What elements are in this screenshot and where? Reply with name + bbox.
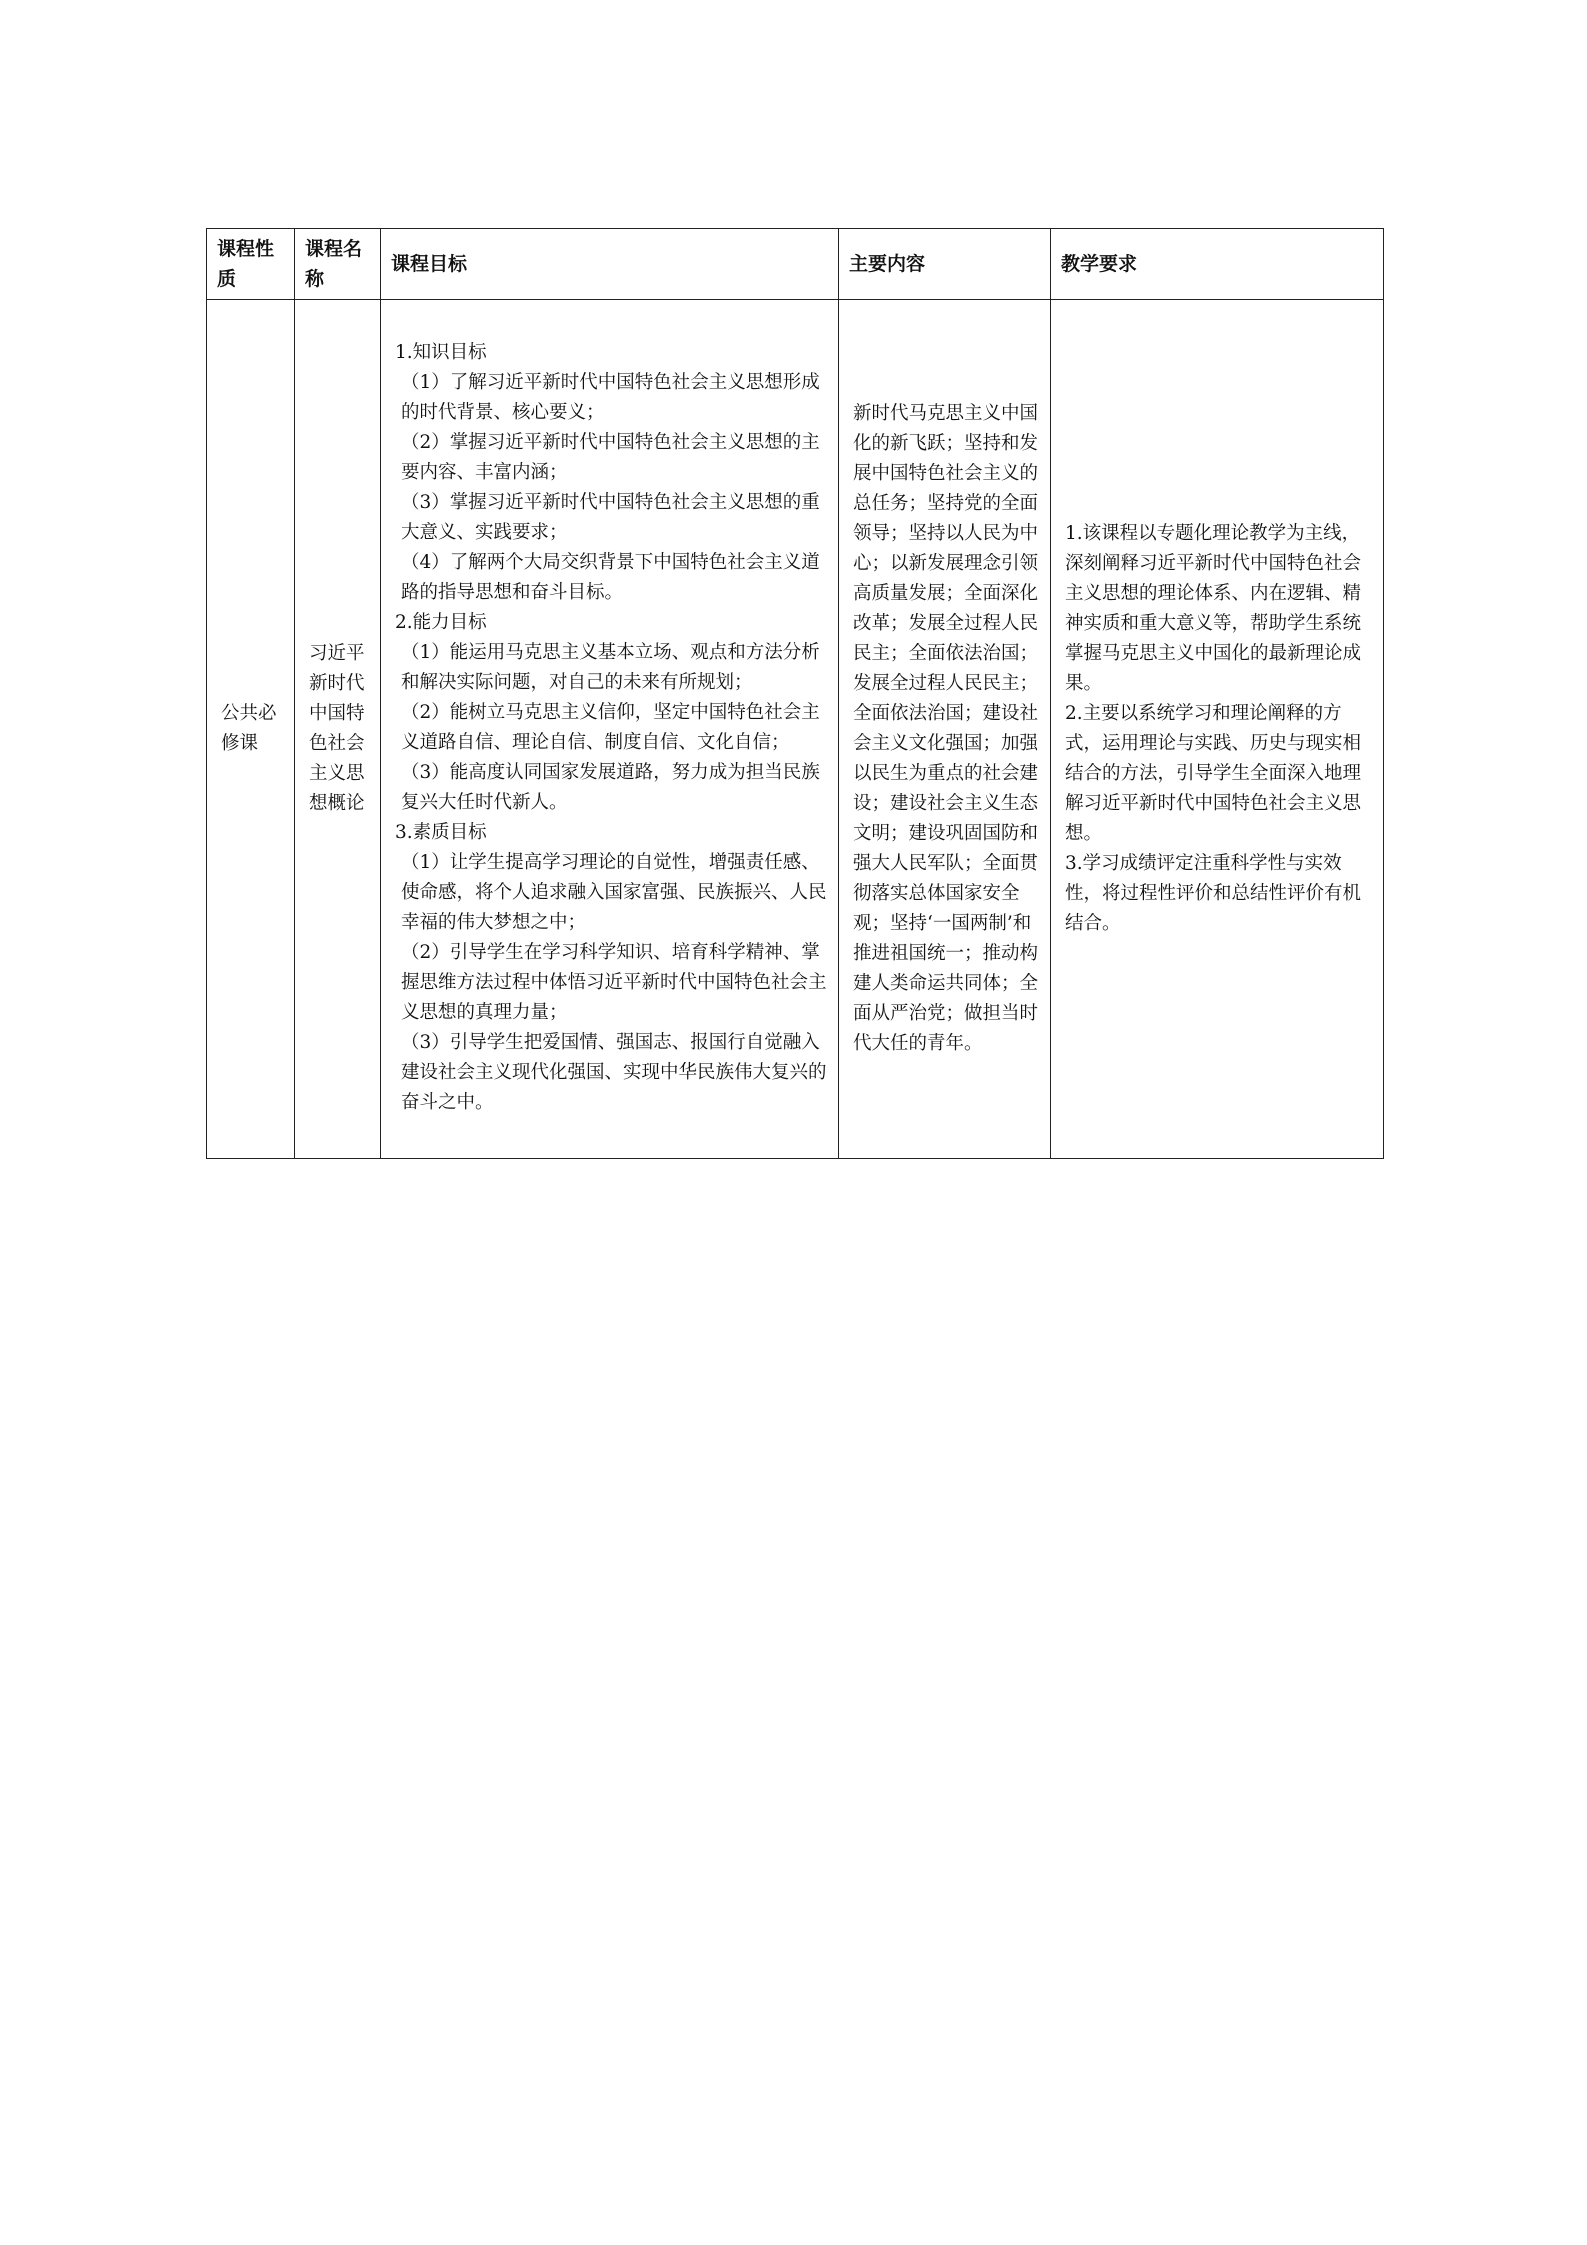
objective-heading-quality: 3.素质目标 xyxy=(395,822,487,843)
objective-item: （3）掌握习近平新时代中国特色社会主义思想的重大意义、实践要求； xyxy=(401,492,820,543)
cell-course-nature xyxy=(207,300,295,1159)
main-content-text: 新时代马克思主义中国化的新飞跃；坚持和发展中国特色社会主义的总任务；坚持党的全面领导；坚持以人民为中心；以新发展理念引领高质量发展；全面深化改革；发展全过程人民民主；全面依法治国；发展全过程人民民主；全面依法治国；建设社会主义文化强国；加强以民生为重点的社会建设；建设社会主义生态文明；建设巩固国防和强大人民军队；全面贯彻落实总体国家安全观；坚持‘一国两制’和推进祖国统一；推动构建人类命运共同体；全面从严治党；做担当时代大任的青年。 xyxy=(853,403,1039,1054)
table-header-row xyxy=(207,229,1384,300)
objective-item: （2）引导学生在学习科学知识、培育科学精神、掌握思维方法过程中体悟习近平新时代中国特色社会主义思想的真理力量； xyxy=(401,942,827,1023)
objective-item: （2）能树立马克思主义信仰，坚定中国特色社会主义道路自信、理论自信、制度自信、文化自信； xyxy=(401,702,820,753)
objective-item: （1）能运用马克思主义基本立场、观点和方法分析和解决实际问题，对自己的未来有所规划； xyxy=(401,642,820,693)
cell-main-content xyxy=(839,300,1051,1159)
cell-course-name xyxy=(295,300,381,1159)
header-teaching-requirements: 教学要求 xyxy=(1051,229,1384,300)
course-name-text: 习近平新时代中国特色社会主义思想概论 xyxy=(309,643,365,814)
course-table xyxy=(206,228,1384,1159)
objective-item: （4）了解两个大局交织背景下中国特色社会主义道路的指导思想和奋斗目标。 xyxy=(401,552,820,603)
objective-heading-ability: 2.能力目标 xyxy=(395,612,487,633)
header-course-name: 课程名称 xyxy=(295,229,381,300)
objective-item: （2）掌握习近平新时代中国特色社会主义思想的主要内容、丰富内涵； xyxy=(401,432,820,483)
cell-teaching-requirements xyxy=(1051,300,1384,1159)
requirement-item: 3.学习成绩评定注重科学性与实效性，将过程性评价和总结性评价有机结合。 xyxy=(1065,853,1362,934)
requirement-item: 2.主要以系统学习和理论阐释的方式，运用理论与实践、历史与现实相结合的方法，引导学生全面深入地理解习近平新时代中国特色社会主义思想。 xyxy=(1065,703,1362,844)
table-row xyxy=(207,300,1384,1159)
cell-course-objectives xyxy=(381,300,839,1159)
objective-heading-knowledge: 1.知识目标 xyxy=(395,342,487,363)
header-main-content: 主要内容 xyxy=(839,229,1051,300)
header-course-nature: 课程性质 xyxy=(207,229,295,300)
header-course-objectives: 课程目标 xyxy=(381,229,839,300)
course-nature-text: 公共必修课 xyxy=(221,703,277,754)
objective-item: （1）让学生提高学习理论的自觉性，增强责任感、使命感，将个人追求融入国家富强、民族振兴、人民幸福的伟大梦想之中； xyxy=(401,852,827,933)
objective-item: （3）能高度认同国家发展道路，努力成为担当民族复兴大任时代新人。 xyxy=(401,762,820,813)
objective-item: （1）了解习近平新时代中国特色社会主义思想形成的时代背景、核心要义； xyxy=(401,372,820,423)
objective-item: （3）引导学生把爱国情、强国志、报国行自觉融入建设社会主义现代化强国、实现中华民族伟大复兴的奋斗之中。 xyxy=(401,1032,827,1113)
requirement-item: 1.该课程以专题化理论教学为主线，深刻阐释习近平新时代中国特色社会主义思想的理论体系、内在逻辑、精神实质和重大意义等，帮助学生系统掌握马克思主义中国化的最新理论成果。 xyxy=(1065,523,1362,694)
